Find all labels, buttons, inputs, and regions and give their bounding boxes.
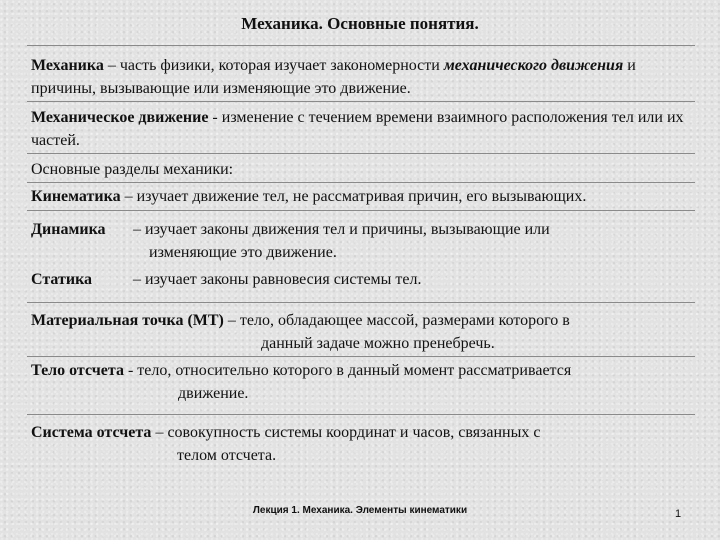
definition-text: – тело, обладающее массой, размерами которого в	[223, 312, 570, 329]
definition-text-continued: телом отсчета.	[177, 447, 277, 464]
divider	[27, 45, 695, 46]
definition-text: - изменение с течением времени взаимного расположения тел или их частей.	[31, 109, 684, 149]
term-material-point: Материальная точка (МТ)	[31, 312, 224, 329]
term-reference-body: Тело отсчета	[31, 362, 124, 379]
definition-mechanical-motion	[31, 106, 691, 152]
definition-text: – изучает движение тел, не рассматривая причин, его вызывающих.	[120, 188, 587, 205]
definition-text: – изучает законы движения тел и причины, вызывающие или	[133, 221, 550, 238]
divider	[27, 210, 695, 211]
definition-text: – часть физики, которая изучает закономерности	[103, 57, 444, 74]
term-kinematics: Кинематика	[31, 188, 121, 205]
definition-text-continued: движение.	[178, 385, 249, 402]
definition-text: и причины, вызывающие или изменяющие это движение.	[31, 57, 636, 97]
slide-title: Механика. Основные понятия.	[241, 14, 479, 33]
divider	[27, 182, 695, 183]
divider	[27, 356, 695, 357]
term-mechanics: Механика	[31, 57, 104, 74]
definition-text-continued: изменяющие это движение.	[149, 244, 337, 261]
definition-material-point	[31, 309, 691, 355]
divider	[27, 153, 695, 154]
sections-intro: Основные разделы механики:	[31, 161, 234, 178]
definition-mechanics	[31, 54, 691, 100]
term-statics: Статика	[31, 271, 93, 288]
emphasis-mechanical-motion: механического движения	[443, 57, 624, 74]
footer-lecture-title: Лекция 1. Механика. Элементы кинематики	[252, 505, 468, 516]
definition-text: – совокупность системы координат и часов, связанных с	[151, 424, 541, 441]
definition-text-continued: данный задаче можно пренебречь.	[261, 335, 495, 352]
definition-statics	[31, 268, 691, 291]
term-reference-frame: Система отсчета	[31, 424, 152, 441]
divider	[27, 302, 695, 303]
definition-text: - тело, относительно которого в данный момент рассматривается	[123, 362, 572, 379]
definition-kinematics	[31, 185, 691, 208]
definition-dynamics	[31, 218, 691, 264]
divider	[27, 414, 695, 415]
definition-reference-body	[31, 359, 691, 405]
page-number: 1	[674, 508, 682, 520]
term-mechanical-motion: Механическое движение	[31, 109, 209, 126]
term-dynamics: Динамика	[31, 221, 106, 238]
divider	[27, 101, 695, 102]
definition-text: – изучает законы равновесия системы тел.	[133, 271, 422, 288]
definition-reference-frame	[31, 421, 691, 467]
